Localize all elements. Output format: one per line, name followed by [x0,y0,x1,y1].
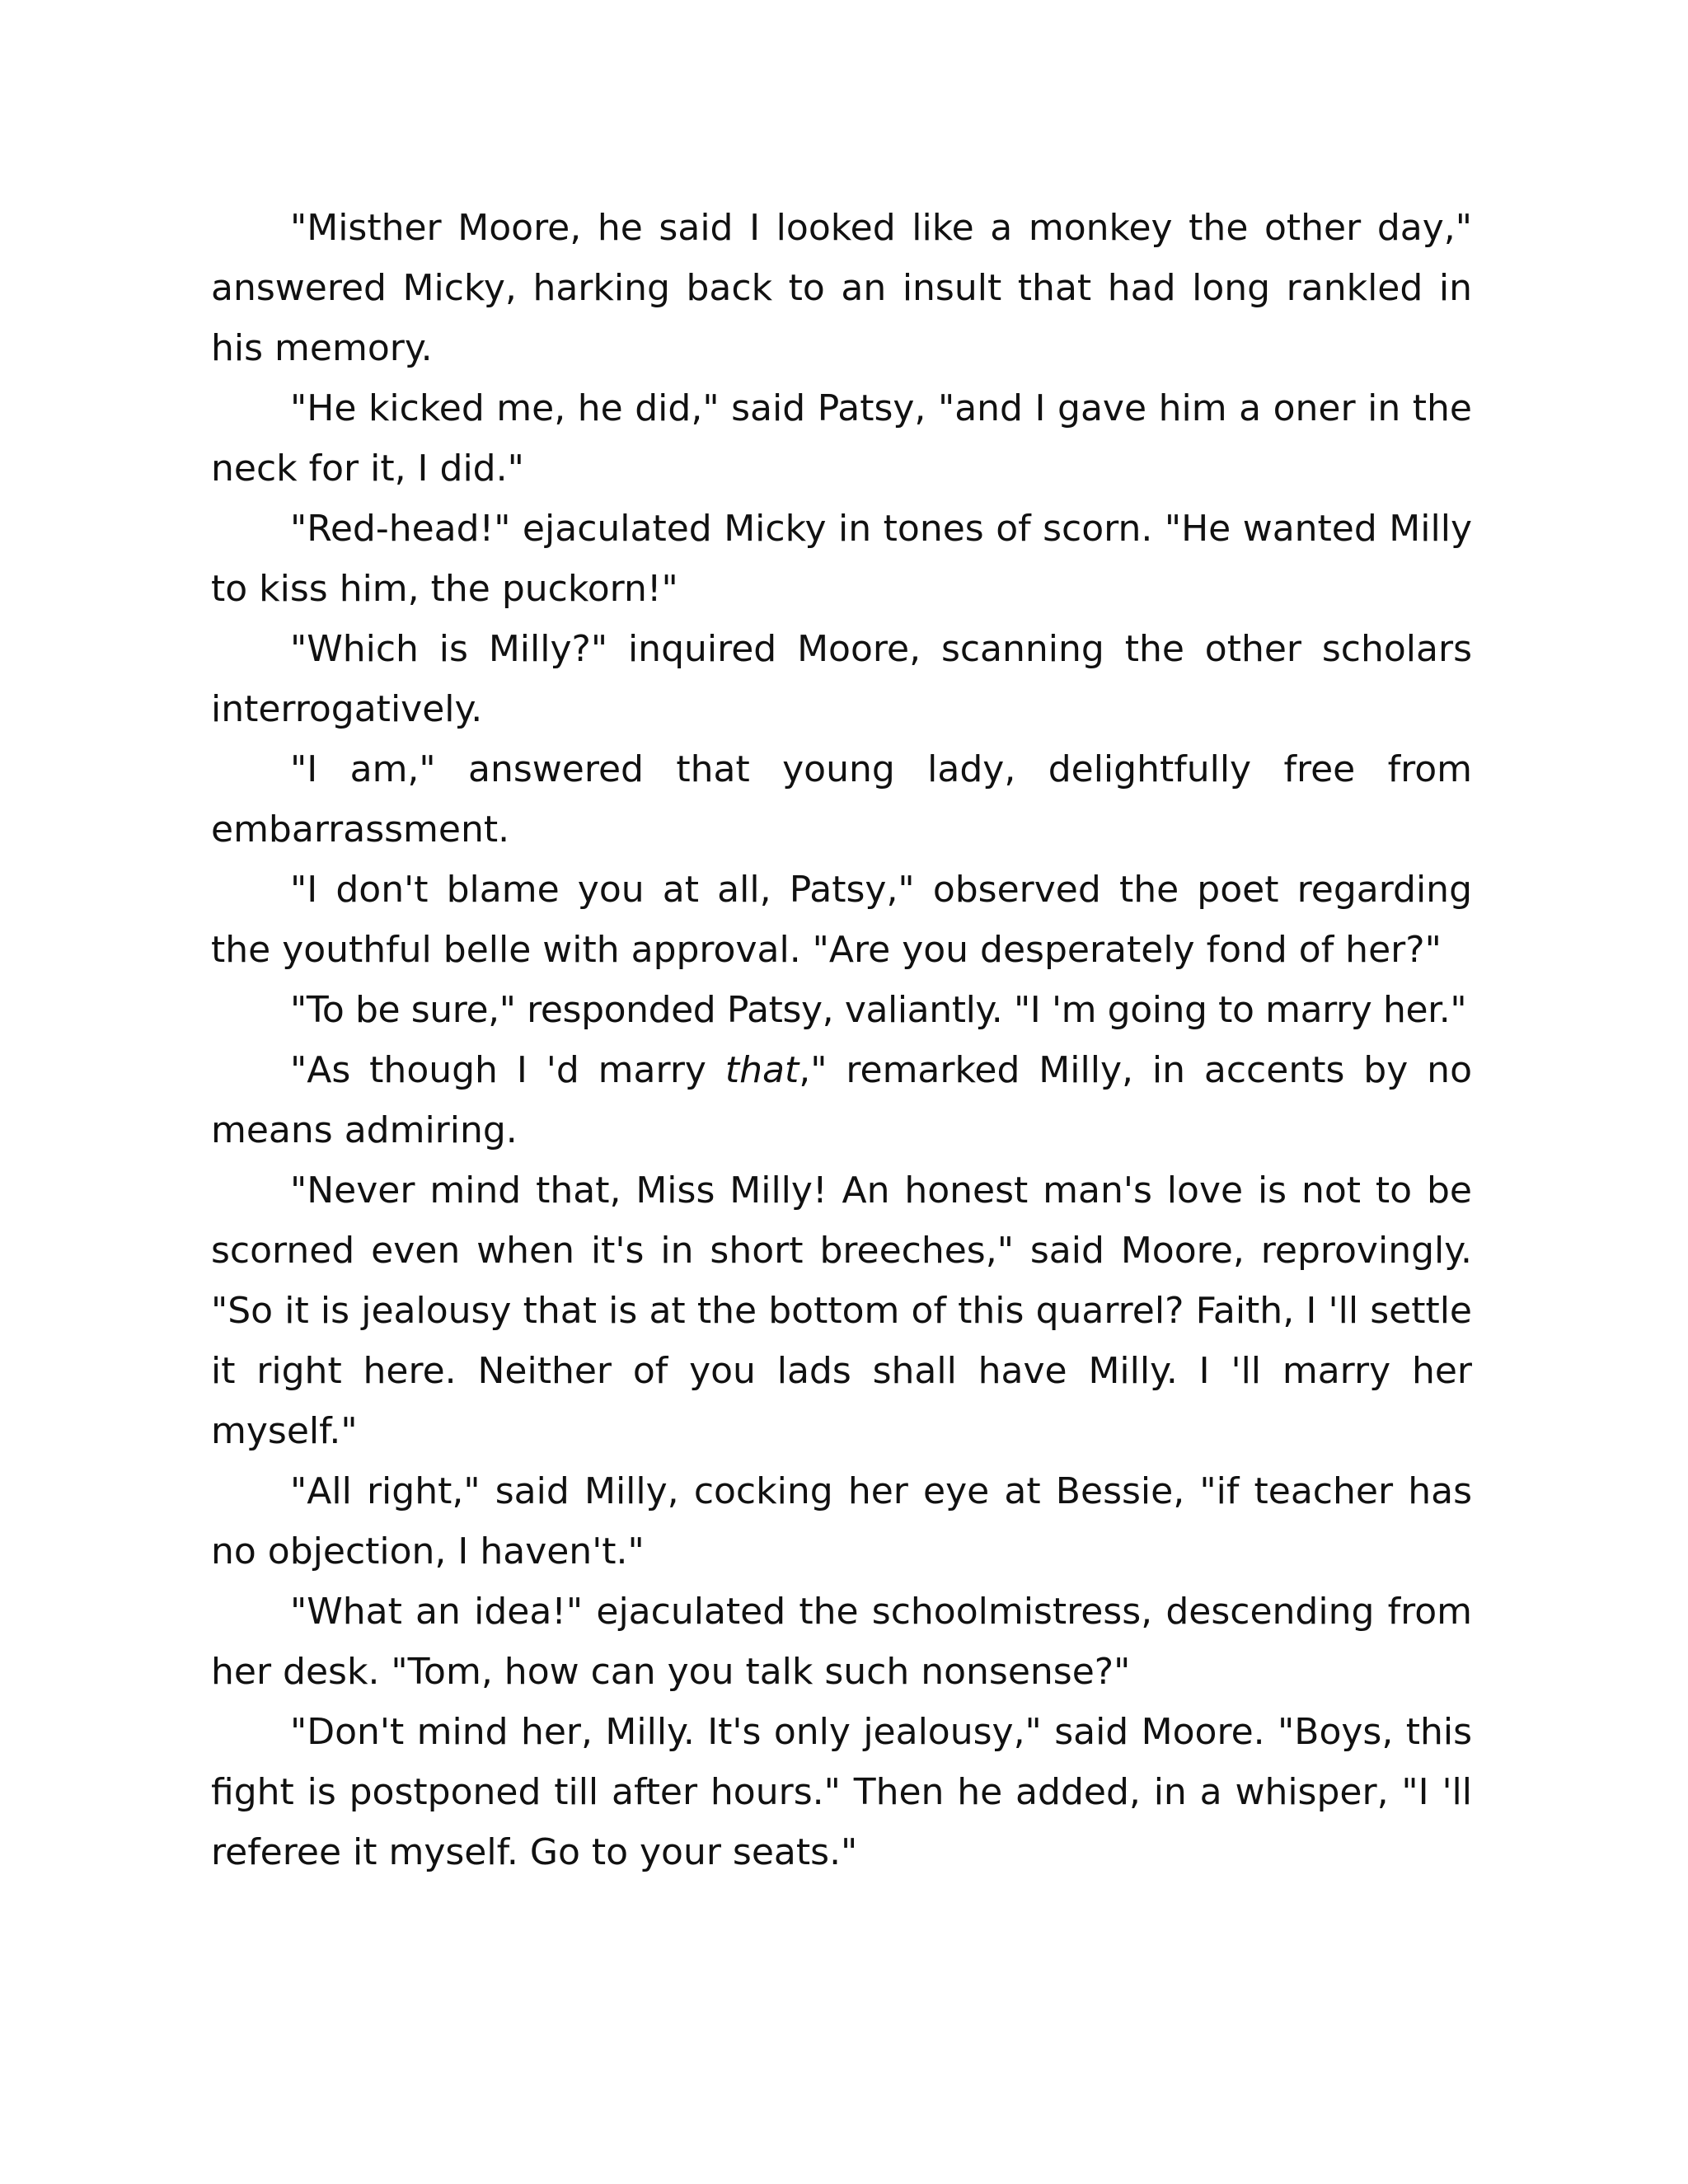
paragraph: "What an idea!" ejaculated the schoolmistress, descending from her desk. "Tom, how can you talk such nonsense?" [211,1591,1472,1693]
emphasized-word: that [724,1049,799,1091]
page-text [211,198,1472,1882]
paragraph: "Never mind that, Miss Milly! An honest man's love is not to be scorned even when it's in short breeches," said Moore, reprovingly. "So it is jealousy that is at the bottom of this quarrel? Faith, I 'll settle it right here. Neither of you lads shall have Milly. I 'll marry her myself." [211,1169,1472,1452]
paragraph: "To be sure," responded Patsy, valiantly. "I 'm going to marry her." [290,989,1467,1031]
paragraph-text-before: "As though I 'd marry [290,1049,725,1091]
paragraph: "He kicked me, he did," said Patsy, "and I gave him a oner in the neck for it, I did." [211,387,1472,490]
paragraph: "Red-head!" ejaculated Micky in tones of scorn. "He wanted Milly to kiss him, the puckorn!" [211,508,1472,610]
paragraph: "Which is Milly?" inquired Moore, scanning the other scholars interrogatively. [211,628,1472,730]
paragraph: "All right," said Milly, cocking her eye at Bessie, "if teacher has no objection, I haven't." [211,1470,1472,1572]
paragraph: "Don't mind her, Milly. It's only jealousy," said Moore. "Boys, this fight is postponed till after hours." Then he added, in a whisper, "I 'll referee it myself. Go to your seats." [211,1711,1472,1873]
paragraph: "I don't blame you at all, Patsy," observed the poet regarding the youthful belle with approval. "Are you desperately fond of her?" [211,869,1472,971]
paragraph: "I am," answered that young lady, delightfully free from embarrassment. [211,748,1472,851]
paragraph: "Misther Moore, he said I looked like a monkey the other day," answered Micky, harking back to an insult that had long rankled in his memory. [211,207,1472,369]
paragraph [211,1040,1472,1160]
paragraph-text-after: ," remarked Milly, in accents by no means admiring. [211,1049,1472,1151]
